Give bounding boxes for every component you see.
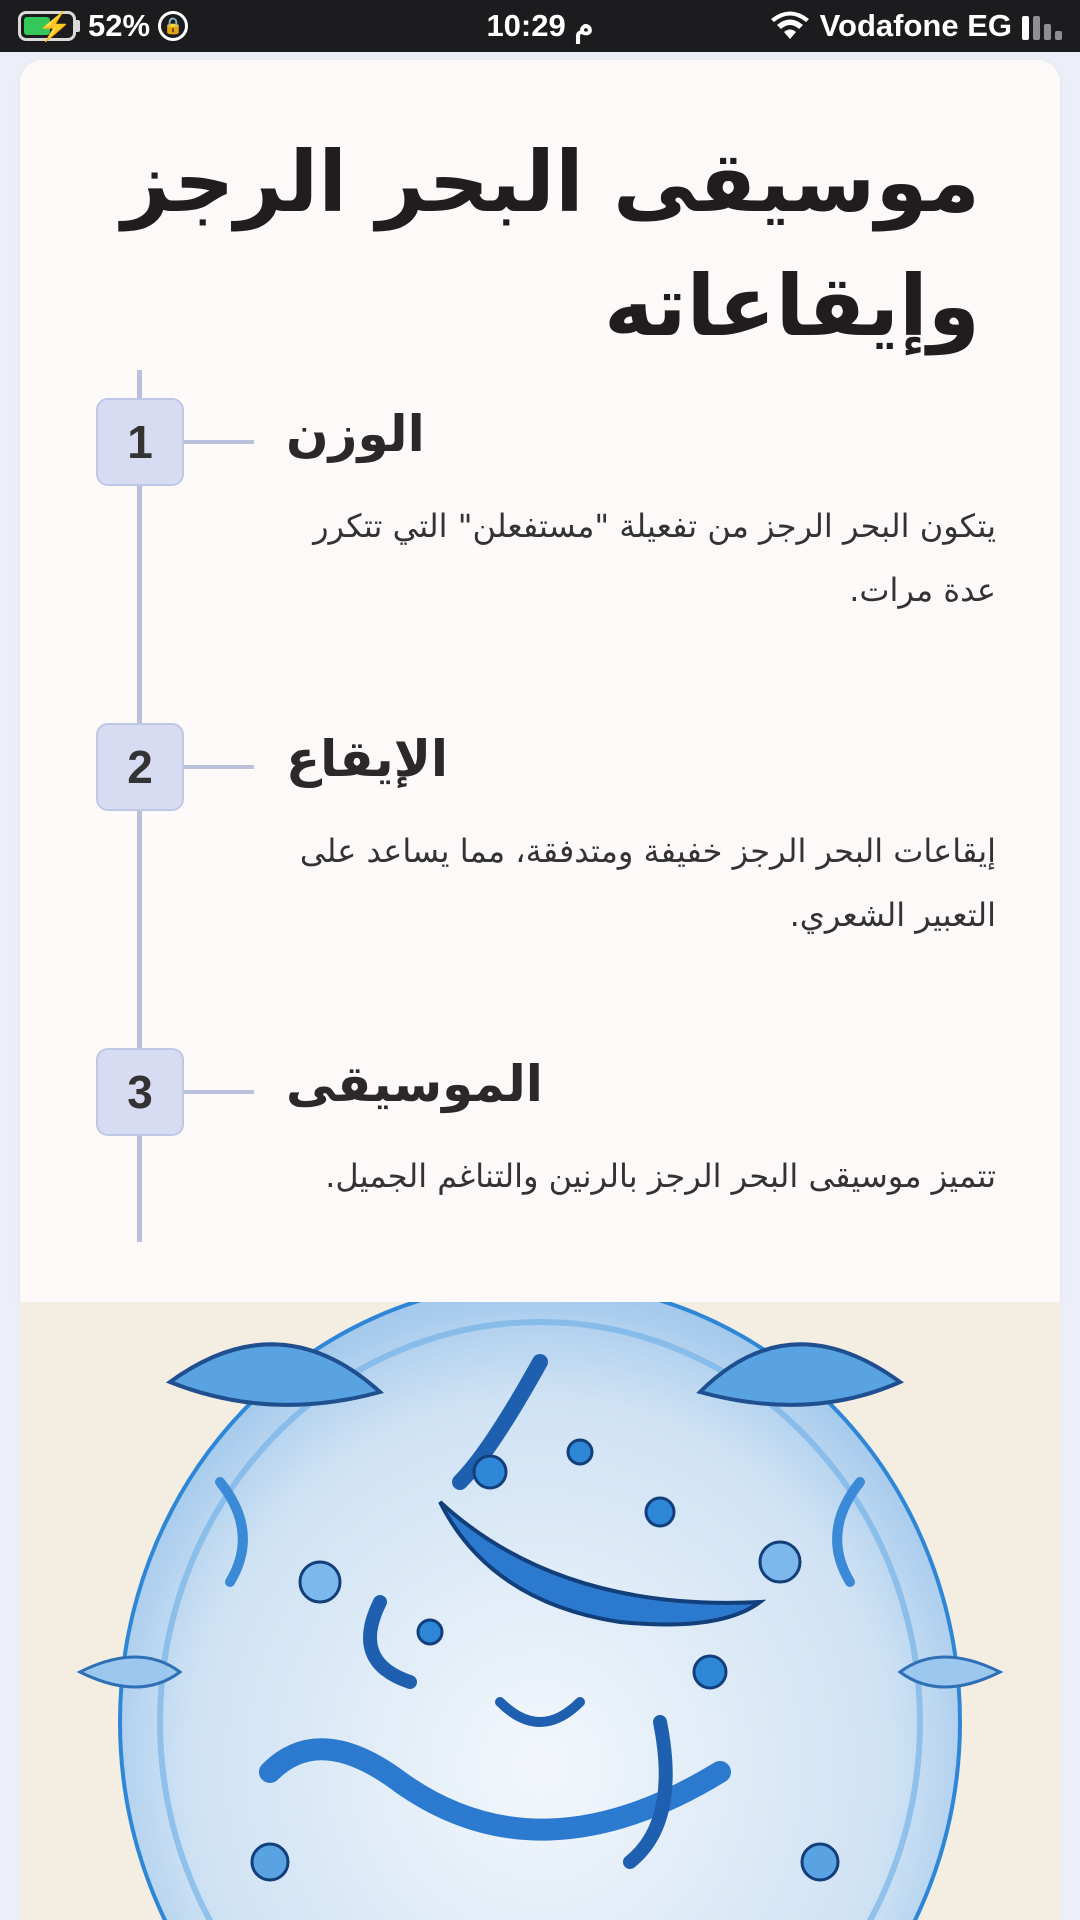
- wifi-icon: [770, 11, 810, 41]
- step-heading: الموسيقى: [286, 1055, 543, 1113]
- calligraphy-artwork: [20, 1302, 1060, 1920]
- step-heading: الإيقاع: [286, 730, 449, 788]
- step-connector: [184, 1090, 254, 1094]
- step-connector: [184, 765, 254, 769]
- step-heading: الوزن: [286, 405, 425, 463]
- page-title: موسيقى البحر الرجز وإيقاعاته: [121, 133, 980, 355]
- status-time: 10:29 م: [486, 8, 594, 43]
- status-bar: [0, 0, 1080, 52]
- status-right: [770, 8, 1062, 44]
- step-description: إيقاعات البحر الرجز خفيفة ومتدفقة، مما يساعد على التعبير الشعري.: [299, 832, 996, 934]
- step-number-badge: 1: [96, 398, 184, 486]
- article-card: [20, 60, 1060, 1320]
- rotation-lock-icon: 🔒: [158, 11, 188, 41]
- step-number-badge: 3: [96, 1048, 184, 1136]
- step-description: يتكون البحر الرجز من تفعيلة "مستفعلن" التي تتكرر عدة مرات.: [313, 507, 996, 609]
- step-connector: [184, 440, 254, 444]
- step-description: تتميز موسيقى البحر الرجز بالرنين والتناغم الجميل.: [325, 1157, 996, 1195]
- battery-percent: 52%: [88, 8, 151, 43]
- calligraphy-illustration: [20, 1302, 1060, 1920]
- carrier-name: Vodafone EG: [819, 8, 1012, 43]
- step-number-badge: 2: [96, 723, 184, 811]
- battery-icon: ⚡: [18, 11, 76, 41]
- signal-icon: [1022, 12, 1062, 40]
